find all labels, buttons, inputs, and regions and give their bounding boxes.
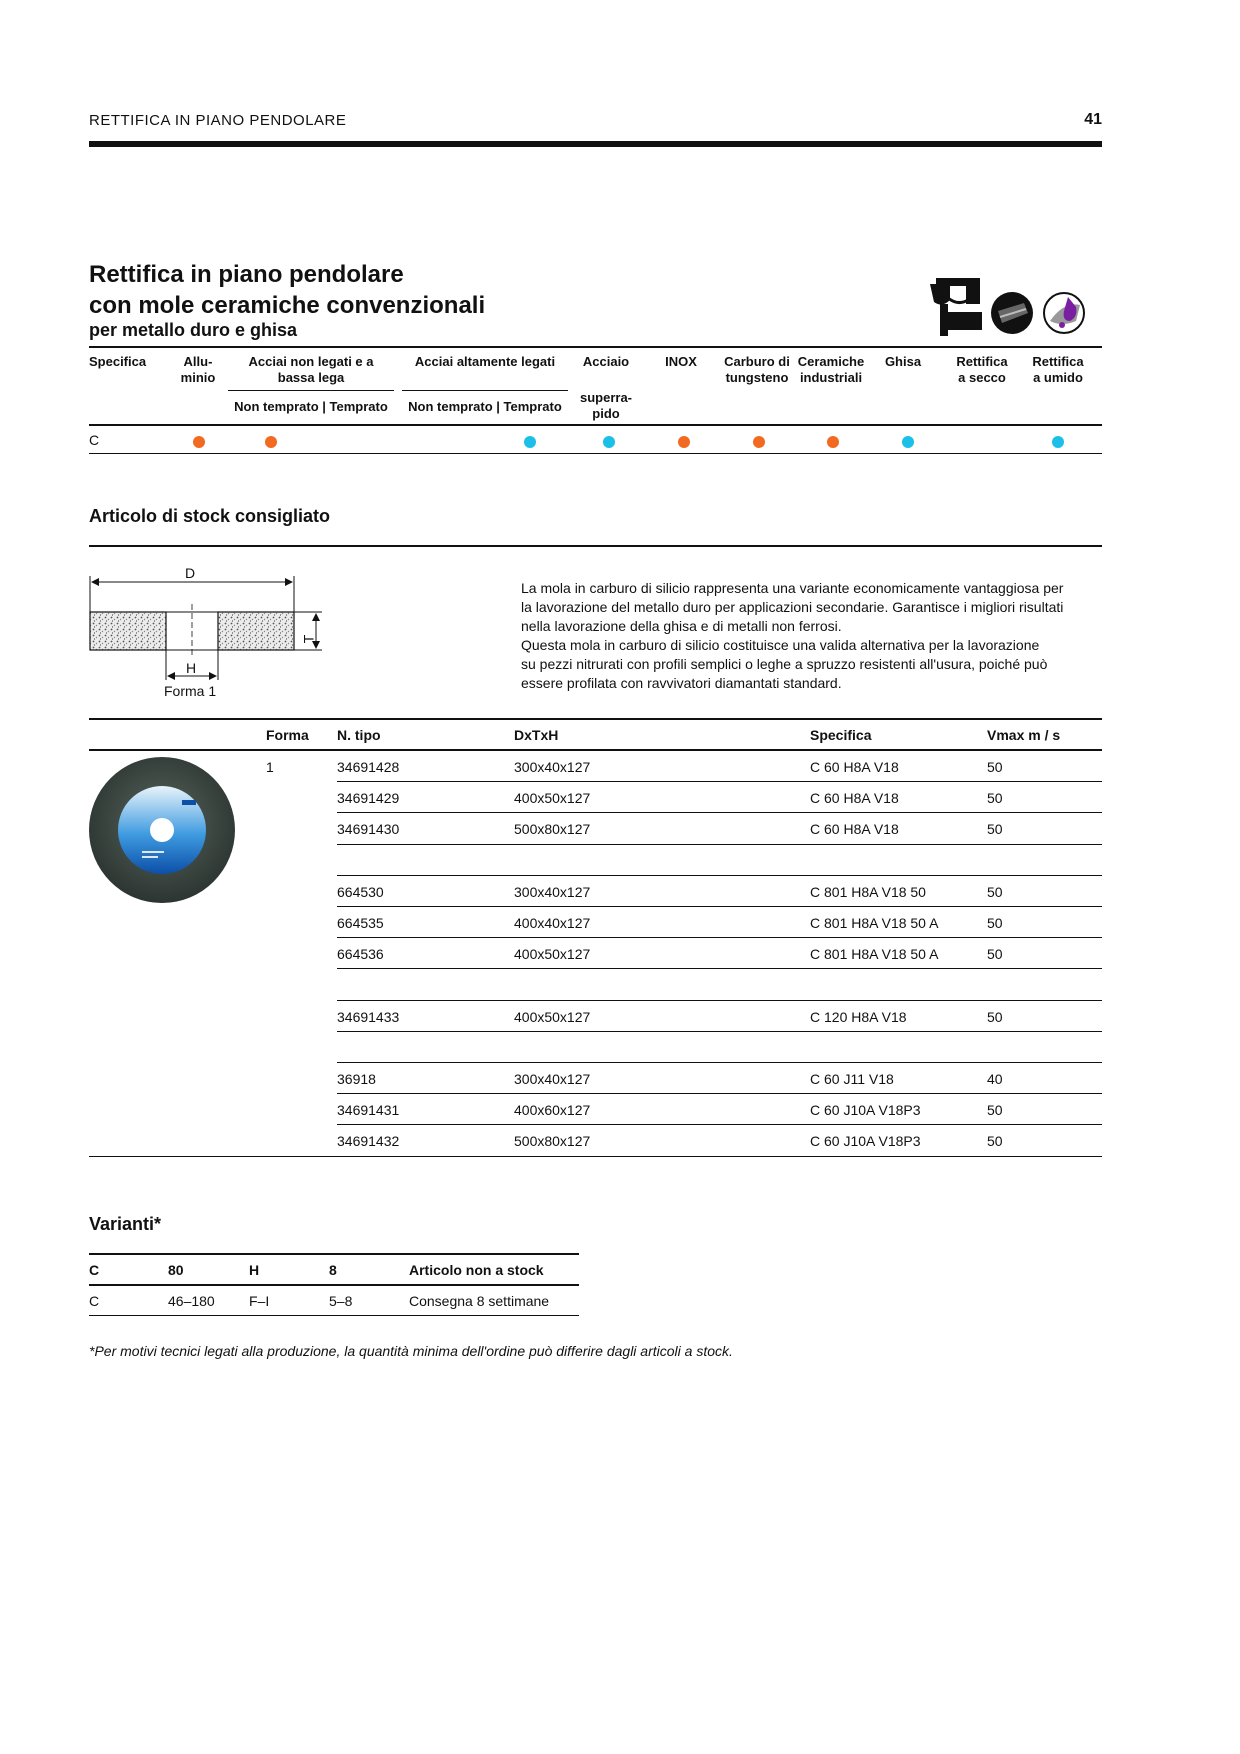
prod-head-tipo: N. tipo	[337, 727, 381, 743]
sub-non-legati: Non temprato | Temprato	[234, 399, 388, 414]
product-cell-tipo: 34691428	[337, 759, 400, 775]
dot-umido	[1052, 436, 1064, 448]
product-cell-dim: 400x50x127	[514, 946, 591, 963]
product-row-rule	[337, 1031, 1102, 1032]
product-cell-dim: 300x40x127	[514, 883, 591, 900]
col-inox: INOX	[665, 354, 697, 369]
dot-ghisa	[902, 436, 914, 448]
diagram-label-h: H	[186, 660, 197, 676]
product-row-rule	[337, 968, 1102, 969]
product-cell-dim: 400x40x127	[514, 915, 591, 931]
dot-carburo	[753, 436, 765, 448]
var-row-struttura: 5–8	[329, 1293, 353, 1309]
dry-grinding-icon	[990, 291, 1034, 335]
product-table-top-rule	[89, 718, 1102, 720]
prod-head-forma: Forma	[266, 727, 309, 743]
product-cell-dim: 500x80x127	[514, 1133, 591, 1150]
dot-non-legati-non-temprato	[265, 436, 277, 448]
app-table-bottom-rule	[89, 453, 1102, 454]
product-row-rule	[337, 937, 1102, 938]
product-cell-forma: 1	[266, 759, 274, 775]
app-table-top-rule	[89, 346, 1102, 348]
product-cell-dim: 300x40x127	[514, 759, 591, 775]
product-cell-spec: C 801 H8A V18 50	[810, 883, 926, 900]
title-line-2: con mole ceramiche convenzionali	[89, 292, 486, 319]
product-row-rule	[337, 1000, 1102, 1001]
stock-rule	[89, 545, 1102, 547]
prod-head-spec: Specifica	[810, 727, 872, 743]
app-table-header-rule	[89, 424, 1102, 426]
product-cell-spec: C 60 H8A V18	[810, 821, 899, 838]
product-cell-dim: 400x50x127	[514, 1008, 591, 1025]
dot-acciaio-superrapido	[603, 436, 615, 448]
running-header: RETTIFICA IN PIANO PENDOLARE	[89, 112, 347, 129]
product-cell-dim: 400x50x127	[514, 790, 591, 807]
var-row-durezza: F–I	[249, 1293, 270, 1309]
var-head-stock: Articolo non a stock	[409, 1262, 544, 1278]
product-cell-vmax: 50	[987, 946, 1003, 963]
product-cell-tipo: 34691429	[337, 790, 400, 807]
product-cell-spec: C 120 H8A V18	[810, 1008, 907, 1025]
var-head-grana: 80	[168, 1262, 184, 1278]
col-specifica: Specifica	[89, 354, 147, 369]
product-row-rule	[337, 1093, 1102, 1094]
dot-ceramiche	[827, 436, 839, 448]
wet-grinding-icon	[1042, 291, 1086, 335]
product-cell-spec: C 60 J10A V18P3	[810, 1133, 921, 1150]
forma-1-diagram	[86, 562, 336, 702]
col-ghisa: Ghisa	[884, 354, 922, 369]
product-cell-tipo: 36918	[337, 1071, 376, 1087]
col-acciai-alto-legati: Acciai altamente legati	[414, 354, 556, 369]
varianti-top-rule	[89, 1253, 579, 1255]
product-cell-spec: C 60 J10A V18P3	[810, 1102, 921, 1119]
product-row-rule	[337, 812, 1102, 813]
col-acciai-non-legati: Acciai non legati e a bassa lega	[248, 354, 374, 385]
var-head-struttura: 8	[329, 1262, 337, 1278]
dot-alluminio	[193, 436, 205, 448]
header-rule	[89, 141, 1102, 147]
product-table-header-rule	[89, 749, 1102, 751]
prod-head-vmax: Vmax m / s	[987, 727, 1061, 743]
var-row-grana: 46–180	[168, 1293, 215, 1309]
product-cell-spec: C 60 H8A V18	[810, 790, 899, 807]
page-subtitle: per metallo duro e ghisa	[89, 320, 298, 340]
product-cell-vmax: 50	[987, 1008, 1003, 1025]
product-cell-tipo: 664536	[337, 946, 384, 963]
product-cell-tipo: 34691431	[337, 1102, 400, 1119]
varianti-title: Varianti*	[89, 1214, 162, 1234]
diagram-label-d: D	[185, 565, 196, 581]
product-cell-vmax: 50	[987, 883, 1003, 900]
product-cell-vmax: 40	[987, 1071, 1003, 1087]
product-cell-spec: C 801 H8A V18 50 A	[810, 915, 939, 931]
product-row-rule	[337, 875, 1102, 876]
product-cell-vmax: 50	[987, 821, 1003, 838]
col-secco: Rettifica a secco	[956, 354, 1008, 385]
prod-head-dim: DxTxH	[514, 727, 559, 743]
sub-rule-non-legati	[228, 390, 394, 391]
stock-title: Articolo di stock consigliato	[89, 506, 331, 526]
product-cell-tipo: 34691430	[337, 821, 400, 838]
product-cell-vmax: 50	[987, 1102, 1003, 1119]
dot-alto-legati-temprato	[524, 436, 536, 448]
product-cell-dim: 500x80x127	[514, 821, 591, 838]
product-row-rule	[337, 1124, 1102, 1125]
page-number: 41	[1084, 111, 1102, 128]
product-cell-vmax: 50	[987, 759, 1003, 775]
product-cell-tipo: 34691433	[337, 1008, 400, 1025]
sub-alto-legati: Non temprato | Temprato	[408, 399, 562, 414]
grinding-wheel-photo	[88, 756, 236, 904]
product-cell-vmax: 50	[987, 1133, 1003, 1150]
product-row-rule	[337, 906, 1102, 907]
product-cell-tipo: 34691432	[337, 1133, 400, 1150]
surface-grinding-icon	[928, 278, 988, 336]
var-head-durezza: H	[249, 1262, 260, 1278]
sub-acciaio: superra- pido	[579, 390, 633, 421]
product-cell-vmax: 50	[987, 790, 1003, 807]
product-row-rule	[337, 844, 1102, 845]
var-head-c: C	[89, 1262, 100, 1278]
dot-inox	[678, 436, 690, 448]
stock-description: La mola in carburo di silicio rappresenta una variante economicamente vantaggiosa per la lavorazione del metallo duro per applicazioni secondarie. Garantisce i migliori risultati nella lavorazione della ghisa e di metalli non ferrosi. Questa mola in carburo di silicio costituisce una valida alternativa per la lavorazione su pezzi nitrurati con profili semplici o leghe a spruzzo resistenti all'usura, poiché può essere profilata con ravvivatori diamantati standard.	[521, 580, 1064, 691]
varianti-header-rule	[89, 1284, 579, 1286]
var-row-consegna: Consegna 8 settimane	[409, 1293, 550, 1309]
col-alluminio: Allu- minio	[180, 354, 216, 385]
product-cell-tipo: 664530	[337, 883, 384, 900]
col-carburo: Carburo di tungsteno	[724, 354, 790, 385]
title-line-1: Rettifica in piano pendolare	[89, 261, 404, 288]
sub-rule-alto-legati	[402, 390, 568, 391]
footnote: *Per motivi tecnici legati alla produzione, la quantità minima dell'ordine può differire dagli articoli a stock.	[89, 1343, 733, 1359]
product-cell-vmax: 50	[987, 915, 1003, 931]
product-row-rule	[337, 1062, 1102, 1063]
diagram-label-t: T	[300, 634, 317, 644]
product-row-rule	[89, 1156, 1102, 1157]
app-row-label: C	[89, 432, 100, 448]
col-umido: Rettifica a umido	[1032, 354, 1084, 385]
product-row-rule	[337, 781, 1102, 782]
col-ceramiche: Ceramiche industriali	[797, 354, 865, 385]
var-row-c: C	[89, 1293, 100, 1309]
page-title	[89, 259, 485, 321]
diagram-caption: Forma 1	[164, 683, 217, 699]
product-cell-tipo: 664535	[337, 915, 384, 931]
col-acciaio: Acciaio	[582, 354, 630, 369]
product-cell-spec: C 801 H8A V18 50 A	[810, 946, 939, 963]
product-cell-spec: C 60 J11 V18	[810, 1071, 894, 1087]
product-cell-dim: 300x40x127	[514, 1071, 591, 1087]
varianti-bottom-rule	[89, 1315, 579, 1316]
product-cell-spec: C 60 H8A V18	[810, 759, 899, 775]
product-cell-dim: 400x60x127	[514, 1102, 591, 1119]
